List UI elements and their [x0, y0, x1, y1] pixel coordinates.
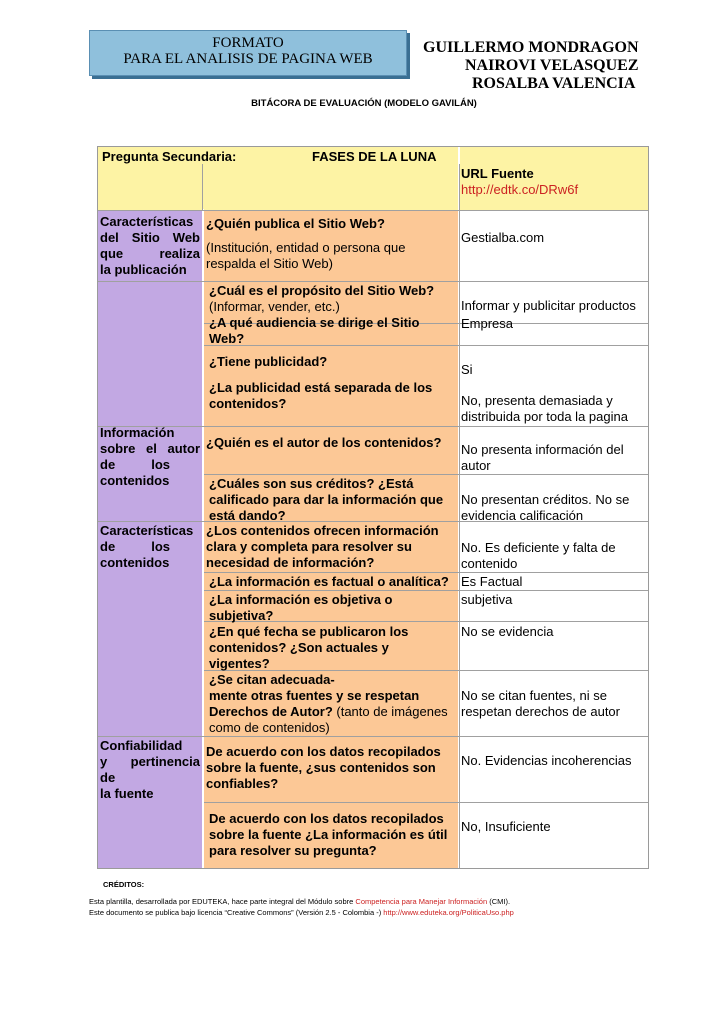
question-completeness-l2: clara y completa para resolver su: [206, 539, 412, 554]
answer-credits: No presentan créditos. No se: [461, 492, 630, 507]
question-audience-l2: Web?: [209, 331, 245, 346]
question-publisher-note2: respalda el Sitio Web): [206, 256, 333, 271]
author-3: ROSALBA VALENCIA: [472, 75, 636, 92]
answer-completeness-l2: contenido: [461, 556, 518, 571]
answer-citations: No se citan fuentes, ni se: [461, 688, 607, 703]
question-publisher: ¿Quién publica el Sitio Web?: [206, 216, 385, 231]
answer-author: No presenta información del: [461, 442, 624, 457]
category-reliability-line3: de: [100, 770, 116, 785]
answer-objective: subjetiva: [461, 592, 513, 607]
answer-completeness: No. Es deficiente y falta de: [461, 540, 616, 555]
answer-reliable: No. Evidencias incoherencias: [461, 753, 632, 768]
question-useful: De acuerdo con los datos recopilados: [209, 811, 444, 826]
category-contents: Características: [100, 523, 194, 538]
banner-title: FORMATO: [212, 35, 284, 51]
credits-line-2: Este documento se publica bajo licencia “Creative Commons” (Versión 2.5 - Colombia -) http://www.eduteka.org/PoliticaUso.php: [89, 908, 514, 917]
answer-purpose: Informar y publicitar productos: [461, 298, 636, 313]
question-useful-l3: para resolver su pregunta?: [209, 843, 377, 858]
question-date: ¿En qué fecha se publicaron los: [209, 624, 409, 639]
url-link[interactable]: http://edtk.co/DRw6f: [461, 182, 579, 197]
answer-publisher: Gestialba.com: [461, 230, 545, 245]
question-useful-l2: sobre la fuente ¿La información es útil: [209, 827, 448, 842]
evaluation-table: [97, 146, 649, 869]
question-reliable: De acuerdo con los datos recopilados: [206, 744, 441, 759]
author-2: NAIROVI VELASQUEZ: [465, 57, 639, 74]
question-date-l3: vigentes?: [209, 656, 270, 671]
question-ads: ¿Tiene publicidad?: [209, 354, 328, 369]
answer-ads: Si: [461, 362, 473, 377]
question-purpose: ¿Cuál es el propósito del Sitio Web?: [209, 283, 435, 298]
question-ads-separated-l2: contenidos?: [209, 396, 287, 411]
question-audience: ¿A qué audiencia se dirige el Sitio: [209, 315, 420, 330]
category-contents-line2: de los: [100, 539, 170, 554]
question-reliable-l2: sobre la fuente, ¿sus contenidos son: [206, 760, 436, 775]
license-link[interactable]: http://www.eduteka.org/PoliticaUso.php: [383, 908, 514, 917]
page-subtitle: BITÁCORA DE EVALUACIÓN (MODELO GAVILÁN): [251, 98, 477, 109]
question-date-l2: contenidos? ¿Son actuales y: [209, 640, 389, 655]
question-objective-l2: subjetiva?: [209, 608, 274, 623]
question-publisher-note: (Institución, entidad o persona que: [206, 240, 406, 255]
banner-subtitle: PARA EL ANALISIS DE PAGINA WEB: [123, 51, 373, 67]
category-site: Características: [100, 214, 194, 229]
question-citations-l4: como de contenidos): [209, 720, 330, 735]
category-contents-line3: contenidos: [100, 555, 170, 570]
question-credits-l2: calificado para dar la información que: [209, 492, 444, 507]
answer-audience: Empresa: [461, 316, 514, 331]
category-author-line4: contenidos: [100, 473, 170, 488]
answer-author-l2: autor: [461, 458, 491, 473]
question-purpose-note: (Informar, vender, etc.): [209, 299, 340, 314]
question-value: FASES DE LA LUNA: [312, 149, 437, 164]
question-objective: ¿La información es objetiva o: [209, 592, 393, 607]
question-label: Pregunta Secundaria:: [102, 149, 237, 164]
question-citations: ¿Se citan adecuada-: [209, 672, 335, 687]
author-1: GUILLERMO MONDRAGON: [423, 39, 639, 56]
category-reliability: Confiabilidad: [100, 738, 183, 753]
answer-credits-l2: evidencia calificación: [461, 508, 584, 523]
category-reliability-line2: y pertinencia: [100, 754, 200, 769]
credits-label: CRÉDITOS:: [103, 880, 145, 889]
question-author: ¿Quién es el autor de los contenidos?: [206, 435, 442, 450]
question-ads-separated: ¿La publicidad está separada de los: [209, 380, 433, 395]
credits-line-1: Esta plantilla, desarrollada por EDUTEKA, hace parte integral del Módulo sobre Competencia para Manejar Información (CMI).: [89, 897, 511, 906]
answer-factual: Es Factual: [461, 574, 523, 589]
format-banner: [89, 30, 407, 76]
category-site-line2: del Sitio Web: [100, 230, 200, 245]
question-completeness: ¿Los contenidos ofrecen información: [206, 523, 439, 538]
question-credits: ¿Cuáles son sus créditos? ¿Está: [209, 476, 414, 491]
category-reliability-line4: la fuente: [100, 786, 154, 801]
category-author-line3: de los: [100, 457, 170, 472]
answer-ads-separated: No, presenta demasiada y: [461, 393, 613, 408]
answer-ads-separated-l2: distribuida por toda la pagina: [461, 409, 628, 424]
category-author: Información: [100, 425, 175, 440]
category-author-line2: sobre el autor: [100, 441, 200, 456]
category-site-line4: la publicación: [100, 262, 187, 277]
category-site-line3: que realiza: [100, 246, 200, 261]
question-citations-l2: mente otras fuentes y se respetan: [209, 688, 420, 703]
cmi-link[interactable]: Competencia para Manejar Información: [355, 897, 488, 906]
question-citations-l3: Derechos de Autor? (tanto de imágenes: [209, 704, 448, 719]
answer-date: No se evidencia: [461, 624, 554, 639]
answer-useful: No, Insuficiente: [461, 819, 551, 834]
question-completeness-l3: necesidad de información?: [206, 555, 375, 570]
question-credits-l3: está dando?: [209, 508, 286, 523]
question-factual: ¿La información es factual o analítica?: [209, 574, 449, 589]
answer-citations-l2: respetan derechos de autor: [461, 704, 620, 719]
url-label: URL Fuente: [461, 166, 534, 181]
question-reliable-l3: confiables?: [206, 776, 279, 791]
